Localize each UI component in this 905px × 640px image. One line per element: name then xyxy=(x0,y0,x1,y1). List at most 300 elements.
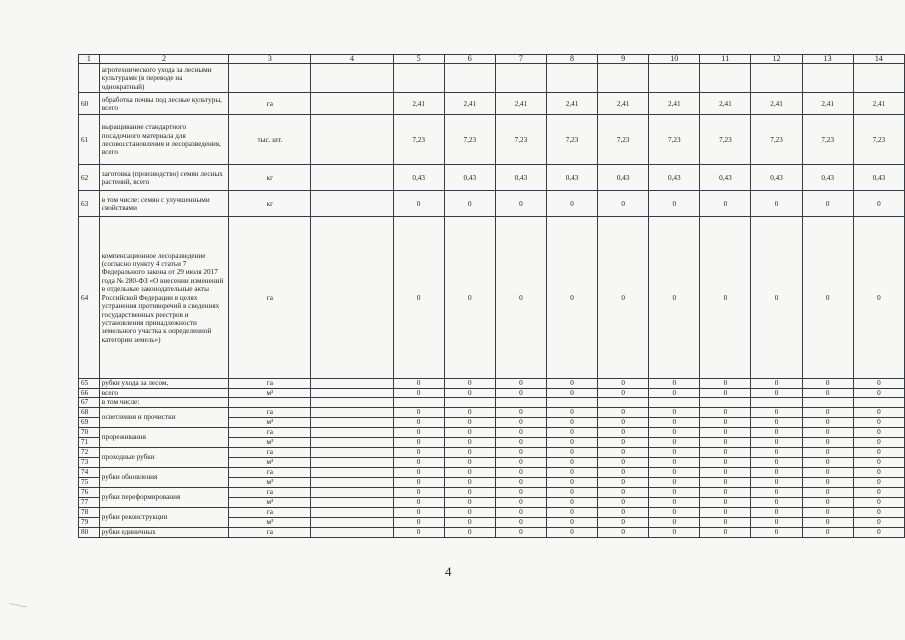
value-cell xyxy=(311,115,393,165)
value-cell: 0 xyxy=(546,457,597,467)
value-cell: 0 xyxy=(700,497,751,507)
value-cell: 0 xyxy=(546,497,597,507)
row-name: рубки единичных xyxy=(99,527,228,537)
value-cell: 0 xyxy=(751,507,802,517)
unit-cell: кг xyxy=(229,165,311,191)
value-cell: 0 xyxy=(495,427,546,437)
value-cell: 0 xyxy=(802,427,853,437)
row-name: агротехнического ухода за лесными культурами (в переводе на однократный) xyxy=(99,64,228,93)
value-cell xyxy=(311,507,393,517)
value-cell: 0 xyxy=(495,417,546,427)
value-cell: 2,41 xyxy=(700,93,751,115)
value-cell xyxy=(751,64,802,93)
value-cell: 0 xyxy=(649,217,700,379)
value-cell: 0 xyxy=(495,388,546,397)
value-cell: 0 xyxy=(700,447,751,457)
table-row xyxy=(79,427,905,437)
table-row xyxy=(79,467,905,477)
value-cell: 0 xyxy=(700,517,751,527)
value-cell: 0 xyxy=(495,487,546,497)
value-cell xyxy=(311,407,393,417)
value-cell: 0 xyxy=(700,457,751,467)
value-cell: 0 xyxy=(649,487,700,497)
table-row xyxy=(79,507,905,517)
value-cell: 7,23 xyxy=(393,115,444,165)
value-cell: 0 xyxy=(802,447,853,457)
value-cell: 0 xyxy=(444,467,495,477)
value-cell: 0 xyxy=(700,388,751,397)
value-cell: 0 xyxy=(802,417,853,427)
value-cell xyxy=(311,467,393,477)
value-cell: 0 xyxy=(444,447,495,457)
row-name: выращивание стандартного посадочного материала для лесовосстановления и лесоразведения, всего xyxy=(99,115,228,165)
value-cell: 0 xyxy=(853,447,904,457)
unit-cell: тыс. шт. xyxy=(229,115,311,165)
row-name: компенсационное лесоразведение (согласно пункту 4 статьи 7 Федерального закона от 29 июля 2017 года № 280-ФЗ «О внесении изменений в отдельные законодательные акты Российской Федерации в целях устранения противоречий в сведениях государственных реестров и установления принадлежности земельного участка к определенной категории земель») xyxy=(99,217,228,379)
value-cell: 0 xyxy=(649,417,700,427)
value-cell: 0 xyxy=(393,407,444,417)
value-cell: 0 xyxy=(444,407,495,417)
value-cell: 0 xyxy=(853,527,904,537)
value-cell: 0 xyxy=(598,437,649,447)
value-cell: 0 xyxy=(546,487,597,497)
value-cell: 0 xyxy=(751,487,802,497)
value-cell: 0 xyxy=(546,379,597,388)
value-cell: 0,43 xyxy=(546,165,597,191)
row-number: 72 xyxy=(79,447,100,457)
value-cell: 0 xyxy=(802,517,853,527)
value-cell: 0 xyxy=(444,497,495,507)
value-cell: 0,43 xyxy=(700,165,751,191)
table-row xyxy=(79,379,905,388)
table-row xyxy=(79,191,905,217)
row-number: 61 xyxy=(79,115,100,165)
value-cell: 0 xyxy=(495,457,546,467)
value-cell: 0 xyxy=(393,517,444,527)
value-cell: 0 xyxy=(444,517,495,527)
value-cell: 0,43 xyxy=(495,165,546,191)
value-cell: 0 xyxy=(649,467,700,477)
value-cell: 0 xyxy=(495,217,546,379)
value-cell: 0 xyxy=(495,437,546,447)
row-name: рубки ухода за лесом, xyxy=(99,379,228,388)
value-cell: 0 xyxy=(649,407,700,417)
value-cell: 2,41 xyxy=(393,93,444,115)
value-cell xyxy=(311,217,393,379)
value-cell: 0,43 xyxy=(853,165,904,191)
row-name: в том числе: семян с улучшенными свойствами xyxy=(99,191,228,217)
row-number: 73 xyxy=(79,457,100,467)
value-cell: 2,41 xyxy=(751,93,802,115)
pen-mark xyxy=(8,602,28,608)
value-cell: 0 xyxy=(700,417,751,427)
table-row xyxy=(79,165,905,191)
value-cell: 0 xyxy=(751,467,802,477)
value-cell: 0 xyxy=(598,379,649,388)
value-cell: 0 xyxy=(495,379,546,388)
value-cell: 0 xyxy=(393,467,444,477)
row-number: 79 xyxy=(79,517,100,527)
value-cell: 0 xyxy=(444,417,495,427)
unit-cell: га xyxy=(229,93,311,115)
value-cell: 0 xyxy=(853,217,904,379)
value-cell: 0 xyxy=(495,527,546,537)
value-cell xyxy=(311,447,393,457)
value-cell xyxy=(751,398,802,407)
value-cell: 0 xyxy=(700,507,751,517)
value-cell: 0 xyxy=(853,487,904,497)
unit-cell: м³ xyxy=(229,477,311,487)
value-cell: 0 xyxy=(495,447,546,457)
value-cell: 0 xyxy=(853,407,904,417)
value-cell: 0 xyxy=(598,497,649,507)
value-cell: 0 xyxy=(444,457,495,467)
value-cell: 0 xyxy=(700,407,751,417)
column-number: 8 xyxy=(546,55,597,64)
table-row xyxy=(79,64,905,93)
value-cell xyxy=(311,93,393,115)
value-cell: 0 xyxy=(649,447,700,457)
value-cell xyxy=(598,398,649,407)
value-cell: 0 xyxy=(802,507,853,517)
value-cell: 7,23 xyxy=(598,115,649,165)
row-name: всего xyxy=(99,388,228,397)
value-cell xyxy=(495,398,546,407)
value-cell: 0 xyxy=(393,457,444,467)
value-cell: 0,43 xyxy=(393,165,444,191)
unit-cell: м³ xyxy=(229,517,311,527)
value-cell xyxy=(311,497,393,507)
value-cell: 0 xyxy=(751,497,802,507)
value-cell: 0 xyxy=(751,437,802,447)
value-cell: 7,23 xyxy=(546,115,597,165)
value-cell: 2,41 xyxy=(495,93,546,115)
value-cell: 2,41 xyxy=(598,93,649,115)
column-number: 14 xyxy=(853,55,904,64)
value-cell: 0 xyxy=(444,477,495,487)
value-cell: 0 xyxy=(393,477,444,487)
value-cell: 2,41 xyxy=(444,93,495,115)
column-number: 1 xyxy=(79,55,100,64)
row-number: 67 xyxy=(79,398,100,407)
value-cell: 0 xyxy=(598,447,649,457)
value-cell xyxy=(311,437,393,447)
value-cell: 0 xyxy=(393,527,444,537)
value-cell: 2,41 xyxy=(853,93,904,115)
row-name: осветления и прочистки xyxy=(99,407,228,427)
value-cell: 0 xyxy=(802,437,853,447)
value-cell: 0 xyxy=(598,191,649,217)
value-cell: 0 xyxy=(495,467,546,477)
value-cell: 0 xyxy=(444,527,495,537)
column-number: 9 xyxy=(598,55,649,64)
value-cell: 0 xyxy=(649,517,700,527)
column-number: 10 xyxy=(649,55,700,64)
value-cell: 0 xyxy=(393,191,444,217)
value-cell xyxy=(311,64,393,93)
value-cell xyxy=(495,64,546,93)
value-cell: 0 xyxy=(649,191,700,217)
value-cell: 0 xyxy=(853,507,904,517)
column-number: 11 xyxy=(700,55,751,64)
value-cell: 0 xyxy=(598,388,649,397)
value-cell: 0 xyxy=(700,437,751,447)
row-number: 64 xyxy=(79,217,100,379)
value-cell xyxy=(546,398,597,407)
value-cell xyxy=(311,417,393,427)
row-name: прореживания xyxy=(99,427,228,447)
page-number: 4 xyxy=(445,564,452,579)
row-name: заготовка (производство) семян лесных растений, всего xyxy=(99,165,228,191)
row-name: рубки переформирования xyxy=(99,487,228,507)
value-cell: 0 xyxy=(598,407,649,417)
value-cell: 0 xyxy=(802,191,853,217)
value-cell: 2,41 xyxy=(802,93,853,115)
value-cell: 0 xyxy=(649,497,700,507)
value-cell: 0 xyxy=(751,191,802,217)
value-cell: 7,23 xyxy=(649,115,700,165)
value-cell: 0 xyxy=(802,467,853,477)
value-cell: 0 xyxy=(546,477,597,487)
column-number: 3 xyxy=(229,55,311,64)
unit-cell: м³ xyxy=(229,457,311,467)
row-number: 70 xyxy=(79,427,100,437)
value-cell: 7,23 xyxy=(802,115,853,165)
row-number: 74 xyxy=(79,467,100,477)
value-cell: 0 xyxy=(444,388,495,397)
value-cell xyxy=(311,165,393,191)
value-cell: 0,43 xyxy=(802,165,853,191)
unit-cell: м³ xyxy=(229,417,311,427)
value-cell: 0 xyxy=(751,407,802,417)
value-cell: 0 xyxy=(853,477,904,487)
value-cell: 0 xyxy=(751,447,802,457)
value-cell: 0 xyxy=(495,517,546,527)
row-name: рубки реконструкции xyxy=(99,507,228,527)
value-cell: 0 xyxy=(393,507,444,517)
row-number: 77 xyxy=(79,497,100,507)
value-cell: 0 xyxy=(393,217,444,379)
column-number: 4 xyxy=(311,55,393,64)
value-cell: 0 xyxy=(546,407,597,417)
unit-cell: га xyxy=(229,379,311,388)
value-cell: 0 xyxy=(444,217,495,379)
value-cell: 0 xyxy=(546,447,597,457)
row-number: 71 xyxy=(79,437,100,447)
row-number xyxy=(79,64,100,93)
value-cell: 0 xyxy=(598,477,649,487)
value-cell: 0 xyxy=(546,388,597,397)
value-cell xyxy=(311,477,393,487)
value-cell: 0 xyxy=(751,517,802,527)
value-cell: 0 xyxy=(598,527,649,537)
value-cell: 0 xyxy=(802,497,853,507)
value-cell: 0 xyxy=(546,427,597,437)
column-number: 5 xyxy=(393,55,444,64)
row-name: обработка почвы под лесные культуры, всего xyxy=(99,93,228,115)
value-cell: 0 xyxy=(649,507,700,517)
table-row xyxy=(79,407,905,417)
value-cell: 0 xyxy=(598,507,649,517)
value-cell: 0 xyxy=(853,191,904,217)
value-cell: 0 xyxy=(444,487,495,497)
forest-activities-table xyxy=(78,54,905,538)
table-row xyxy=(79,217,905,379)
value-cell: 0 xyxy=(700,467,751,477)
value-cell xyxy=(853,398,904,407)
table-row xyxy=(79,388,905,397)
value-cell: 0 xyxy=(495,191,546,217)
value-cell: 0 xyxy=(751,457,802,467)
value-cell: 0 xyxy=(649,379,700,388)
value-cell: 0 xyxy=(751,379,802,388)
value-cell xyxy=(311,398,393,407)
row-number: 66 xyxy=(79,388,100,397)
value-cell xyxy=(700,64,751,93)
value-cell: 0 xyxy=(546,217,597,379)
unit-cell: га xyxy=(229,467,311,477)
value-cell: 0 xyxy=(546,467,597,477)
value-cell: 0 xyxy=(853,437,904,447)
value-cell xyxy=(802,64,853,93)
table-row xyxy=(79,93,905,115)
value-cell: 7,23 xyxy=(751,115,802,165)
value-cell: 0 xyxy=(546,437,597,447)
unit-cell: га xyxy=(229,527,311,537)
value-cell: 0 xyxy=(853,467,904,477)
row-number: 76 xyxy=(79,487,100,497)
row-number: 63 xyxy=(79,191,100,217)
value-cell: 2,41 xyxy=(649,93,700,115)
value-cell: 0 xyxy=(393,497,444,507)
value-cell: 0 xyxy=(649,457,700,467)
value-cell: 7,23 xyxy=(495,115,546,165)
value-cell: 0 xyxy=(700,379,751,388)
value-cell: 0 xyxy=(802,457,853,467)
value-cell: 0 xyxy=(751,427,802,437)
value-cell: 0 xyxy=(598,457,649,467)
value-cell: 0 xyxy=(802,527,853,537)
value-cell: 0 xyxy=(598,467,649,477)
value-cell: 0 xyxy=(393,427,444,437)
unit-cell: м³ xyxy=(229,437,311,447)
value-cell: 0 xyxy=(802,388,853,397)
unit-cell: м³ xyxy=(229,388,311,397)
value-cell: 0 xyxy=(649,527,700,537)
value-cell xyxy=(853,64,904,93)
value-cell: 0 xyxy=(853,517,904,527)
row-name: в том числе: xyxy=(99,398,228,407)
column-number: 2 xyxy=(99,55,228,64)
value-cell: 0 xyxy=(802,477,853,487)
value-cell: 0 xyxy=(853,388,904,397)
value-cell xyxy=(229,64,311,93)
unit-cell xyxy=(229,398,311,407)
value-cell xyxy=(444,398,495,407)
value-cell: 0 xyxy=(546,527,597,537)
value-cell: 2,41 xyxy=(546,93,597,115)
table-row xyxy=(79,115,905,165)
value-cell: 0 xyxy=(393,447,444,457)
value-cell: 0 xyxy=(495,477,546,487)
value-cell: 0 xyxy=(853,497,904,507)
value-cell: 0 xyxy=(393,437,444,447)
value-cell: 0 xyxy=(853,457,904,467)
value-cell xyxy=(393,64,444,93)
value-cell: 0 xyxy=(495,507,546,517)
value-cell xyxy=(700,398,751,407)
row-number: 68 xyxy=(79,407,100,417)
value-cell: 0 xyxy=(649,388,700,397)
value-cell: 0 xyxy=(546,417,597,427)
value-cell: 0,43 xyxy=(751,165,802,191)
row-number: 65 xyxy=(79,379,100,388)
value-cell: 0 xyxy=(546,191,597,217)
unit-cell: га xyxy=(229,507,311,517)
value-cell xyxy=(649,64,700,93)
value-cell: 0 xyxy=(802,217,853,379)
column-number: 6 xyxy=(444,55,495,64)
value-cell: 0 xyxy=(700,487,751,497)
value-cell xyxy=(649,398,700,407)
value-cell xyxy=(311,388,393,397)
value-cell: 0 xyxy=(444,437,495,447)
row-number: 69 xyxy=(79,417,100,427)
value-cell xyxy=(311,427,393,437)
table-row xyxy=(79,447,905,457)
value-cell: 0 xyxy=(853,379,904,388)
column-number: 12 xyxy=(751,55,802,64)
value-cell xyxy=(546,64,597,93)
value-cell: 0 xyxy=(598,517,649,527)
value-cell: 0 xyxy=(649,477,700,487)
value-cell: 0 xyxy=(751,527,802,537)
unit-cell: га xyxy=(229,217,311,379)
row-number: 60 xyxy=(79,93,100,115)
column-number: 13 xyxy=(802,55,853,64)
value-cell: 0 xyxy=(393,487,444,497)
value-cell xyxy=(802,398,853,407)
value-cell: 0 xyxy=(598,217,649,379)
value-cell: 0 xyxy=(393,379,444,388)
value-cell: 0 xyxy=(598,427,649,437)
value-cell: 0 xyxy=(700,527,751,537)
value-cell xyxy=(311,379,393,388)
value-cell xyxy=(393,398,444,407)
value-cell xyxy=(311,527,393,537)
value-cell: 0 xyxy=(546,507,597,517)
value-cell: 0 xyxy=(393,388,444,397)
value-cell: 0,43 xyxy=(598,165,649,191)
unit-cell: га xyxy=(229,407,311,417)
value-cell: 0 xyxy=(751,417,802,427)
unit-cell: га xyxy=(229,447,311,457)
value-cell: 7,23 xyxy=(444,115,495,165)
value-cell: 0 xyxy=(700,427,751,437)
unit-cell: м³ xyxy=(229,497,311,507)
value-cell: 7,23 xyxy=(700,115,751,165)
value-cell: 0 xyxy=(495,497,546,507)
value-cell: 0 xyxy=(700,477,751,487)
row-number: 78 xyxy=(79,507,100,517)
row-number: 62 xyxy=(79,165,100,191)
value-cell: 7,23 xyxy=(853,115,904,165)
value-cell: 0 xyxy=(802,407,853,417)
value-cell: 0 xyxy=(751,388,802,397)
value-cell: 0,43 xyxy=(649,165,700,191)
value-cell: 0 xyxy=(444,379,495,388)
value-cell: 0 xyxy=(802,379,853,388)
